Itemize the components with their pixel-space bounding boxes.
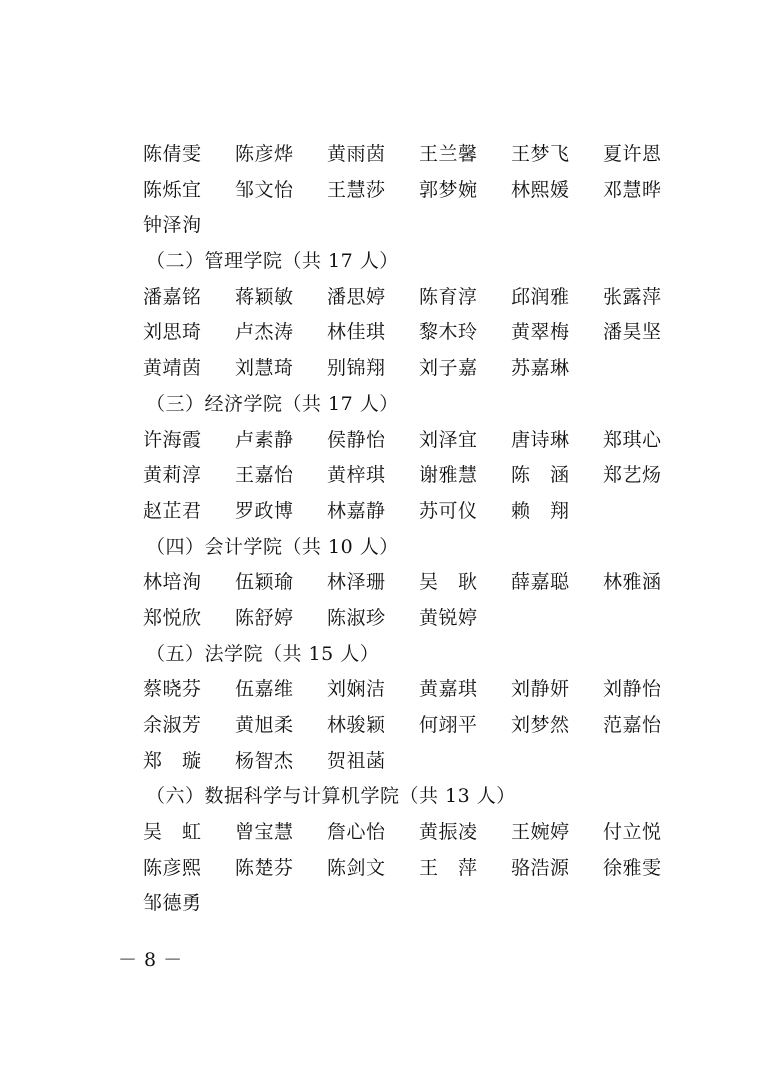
section-heading: （五）法学院（共 15 人） — [146, 642, 380, 665]
person-name: 王嘉怡 — [235, 464, 294, 487]
person-name: 刘娴洁 — [327, 678, 386, 701]
person-name: 付立悦 — [603, 821, 662, 844]
person-name: 王兰馨 — [419, 143, 478, 165]
person-name: 赖 翔 — [511, 499, 570, 522]
person-name: 刘泽宜 — [419, 428, 478, 451]
person-name: 吴 耿 — [419, 571, 478, 594]
person-name: 曾宝慧 — [235, 821, 294, 844]
person-name: 范嘉怡 — [603, 714, 662, 736]
person-name: 林培洵 — [143, 571, 202, 594]
person-name: 邹文怡 — [235, 178, 294, 201]
person-name: 郭梦婉 — [419, 178, 478, 201]
person-name: 黄靖茵 — [143, 357, 202, 380]
person-name: 潘思婷 — [327, 285, 386, 308]
person-name: 潘昊坚 — [603, 321, 662, 344]
person-name: 谢雅慧 — [419, 464, 478, 487]
page-number: － 8 － — [118, 949, 183, 971]
person-name: 邱润雅 — [511, 285, 570, 308]
person-name: 郑琪心 — [603, 428, 662, 451]
person-name: 苏嘉琳 — [511, 357, 570, 380]
person-name: 陈剑文 — [327, 856, 386, 879]
person-name: 蒋颖敏 — [235, 285, 294, 308]
person-name: 陈淑珍 — [327, 606, 386, 629]
name-row — [143, 601, 683, 637]
person-name: 刘静妍 — [511, 678, 570, 701]
person-name: 陈 涵 — [511, 464, 570, 487]
name-list — [143, 137, 683, 922]
section-heading: （二）管理学院（共 17 人） — [146, 250, 399, 273]
section-heading: （四）会计学院（共 10 人） — [146, 535, 399, 558]
name-row — [143, 173, 683, 209]
person-name: 钟泽洵 — [143, 214, 202, 237]
person-name: 薛嘉聪 — [511, 571, 570, 594]
name-row — [143, 886, 683, 922]
person-name: 陈倩雯 — [143, 143, 202, 165]
person-name: 吴 虹 — [143, 821, 202, 844]
person-name: 郑艺炀 — [603, 464, 662, 487]
name-row — [143, 815, 683, 851]
name-row — [143, 351, 683, 387]
name-row — [143, 280, 683, 316]
name-row — [143, 672, 683, 708]
person-name: 徐雅雯 — [603, 856, 662, 879]
person-name: 邹德勇 — [143, 892, 202, 915]
person-name: 黄翠梅 — [511, 321, 570, 344]
person-name: 苏可仪 — [419, 499, 478, 522]
person-name: 黎木玲 — [419, 321, 478, 344]
person-name: 刘梦然 — [511, 714, 570, 736]
person-name: 杨智杰 — [235, 749, 294, 772]
name-row — [143, 851, 683, 887]
person-name: 郑 璇 — [143, 749, 202, 772]
person-name: 伍嘉维 — [235, 678, 294, 701]
person-name: 许海霞 — [143, 428, 202, 451]
person-name: 林泽珊 — [327, 571, 386, 594]
person-name: 邓慧晔 — [603, 178, 662, 201]
person-name: 卢杰涛 — [235, 321, 294, 344]
name-row — [143, 565, 683, 601]
person-name: 刘静怡 — [603, 678, 662, 701]
person-name: 林嘉静 — [327, 499, 386, 522]
person-name: 王 萍 — [419, 856, 478, 879]
person-name: 夏许恩 — [603, 143, 662, 165]
person-name: 别锦翔 — [327, 357, 386, 380]
name-row — [143, 744, 683, 780]
person-name: 王慧莎 — [327, 178, 386, 201]
person-name: 刘子嘉 — [419, 357, 478, 380]
person-name: 陈楚芬 — [235, 856, 294, 879]
person-name: 侯静怡 — [327, 428, 386, 451]
name-row — [143, 708, 683, 744]
name-row — [143, 208, 683, 244]
person-name: 林雅涵 — [603, 571, 662, 594]
person-name: 陈舒婷 — [235, 606, 294, 629]
section-heading: （六）数据科学与计算机学院（共 13 人） — [146, 785, 516, 808]
name-row — [143, 137, 683, 173]
person-name: 伍颖瑜 — [235, 571, 294, 594]
person-name: 刘慧琦 — [235, 357, 294, 380]
person-name: 林熙媛 — [511, 178, 570, 201]
person-name: 卢素静 — [235, 428, 294, 451]
person-name: 陈彦烨 — [235, 143, 294, 165]
person-name: 唐诗琳 — [511, 428, 570, 451]
name-row — [143, 423, 683, 459]
person-name: 刘思琦 — [143, 321, 202, 344]
person-name: 黄振凌 — [419, 821, 478, 844]
person-name: 黄锐婷 — [419, 606, 478, 629]
section-heading: （三）经济学院（共 17 人） — [146, 392, 399, 415]
person-name: 潘嘉铭 — [143, 285, 202, 308]
person-name: 黄旭柔 — [235, 714, 294, 736]
person-name: 黄雨茵 — [327, 143, 386, 165]
person-name: 黄嘉琪 — [419, 678, 478, 701]
name-row — [143, 494, 683, 530]
person-name: 陈彦熙 — [143, 856, 202, 879]
person-name: 林佳琪 — [327, 321, 386, 344]
person-name: 赵芷君 — [143, 499, 202, 522]
person-name: 黄莉淳 — [143, 464, 202, 487]
person-name: 陈烁宜 — [143, 178, 202, 201]
person-name: 王婉婷 — [511, 821, 570, 844]
person-name: 蔡晓芬 — [143, 678, 202, 701]
person-name: 贺祖菡 — [327, 749, 386, 772]
person-name: 何翊平 — [419, 714, 478, 736]
person-name: 郑悦欣 — [143, 606, 202, 629]
person-name: 罗政博 — [235, 499, 294, 522]
person-name: 陈育淳 — [419, 285, 478, 308]
person-name: 詹心怡 — [327, 821, 386, 844]
name-row — [143, 315, 683, 351]
person-name: 余淑芳 — [143, 714, 202, 736]
person-name: 骆浩源 — [511, 856, 570, 879]
person-name: 王梦飞 — [511, 143, 570, 165]
person-name: 黄梓琪 — [327, 464, 386, 487]
name-row — [143, 458, 683, 494]
person-name: 张露萍 — [603, 285, 662, 308]
person-name: 林骏颖 — [327, 714, 386, 736]
